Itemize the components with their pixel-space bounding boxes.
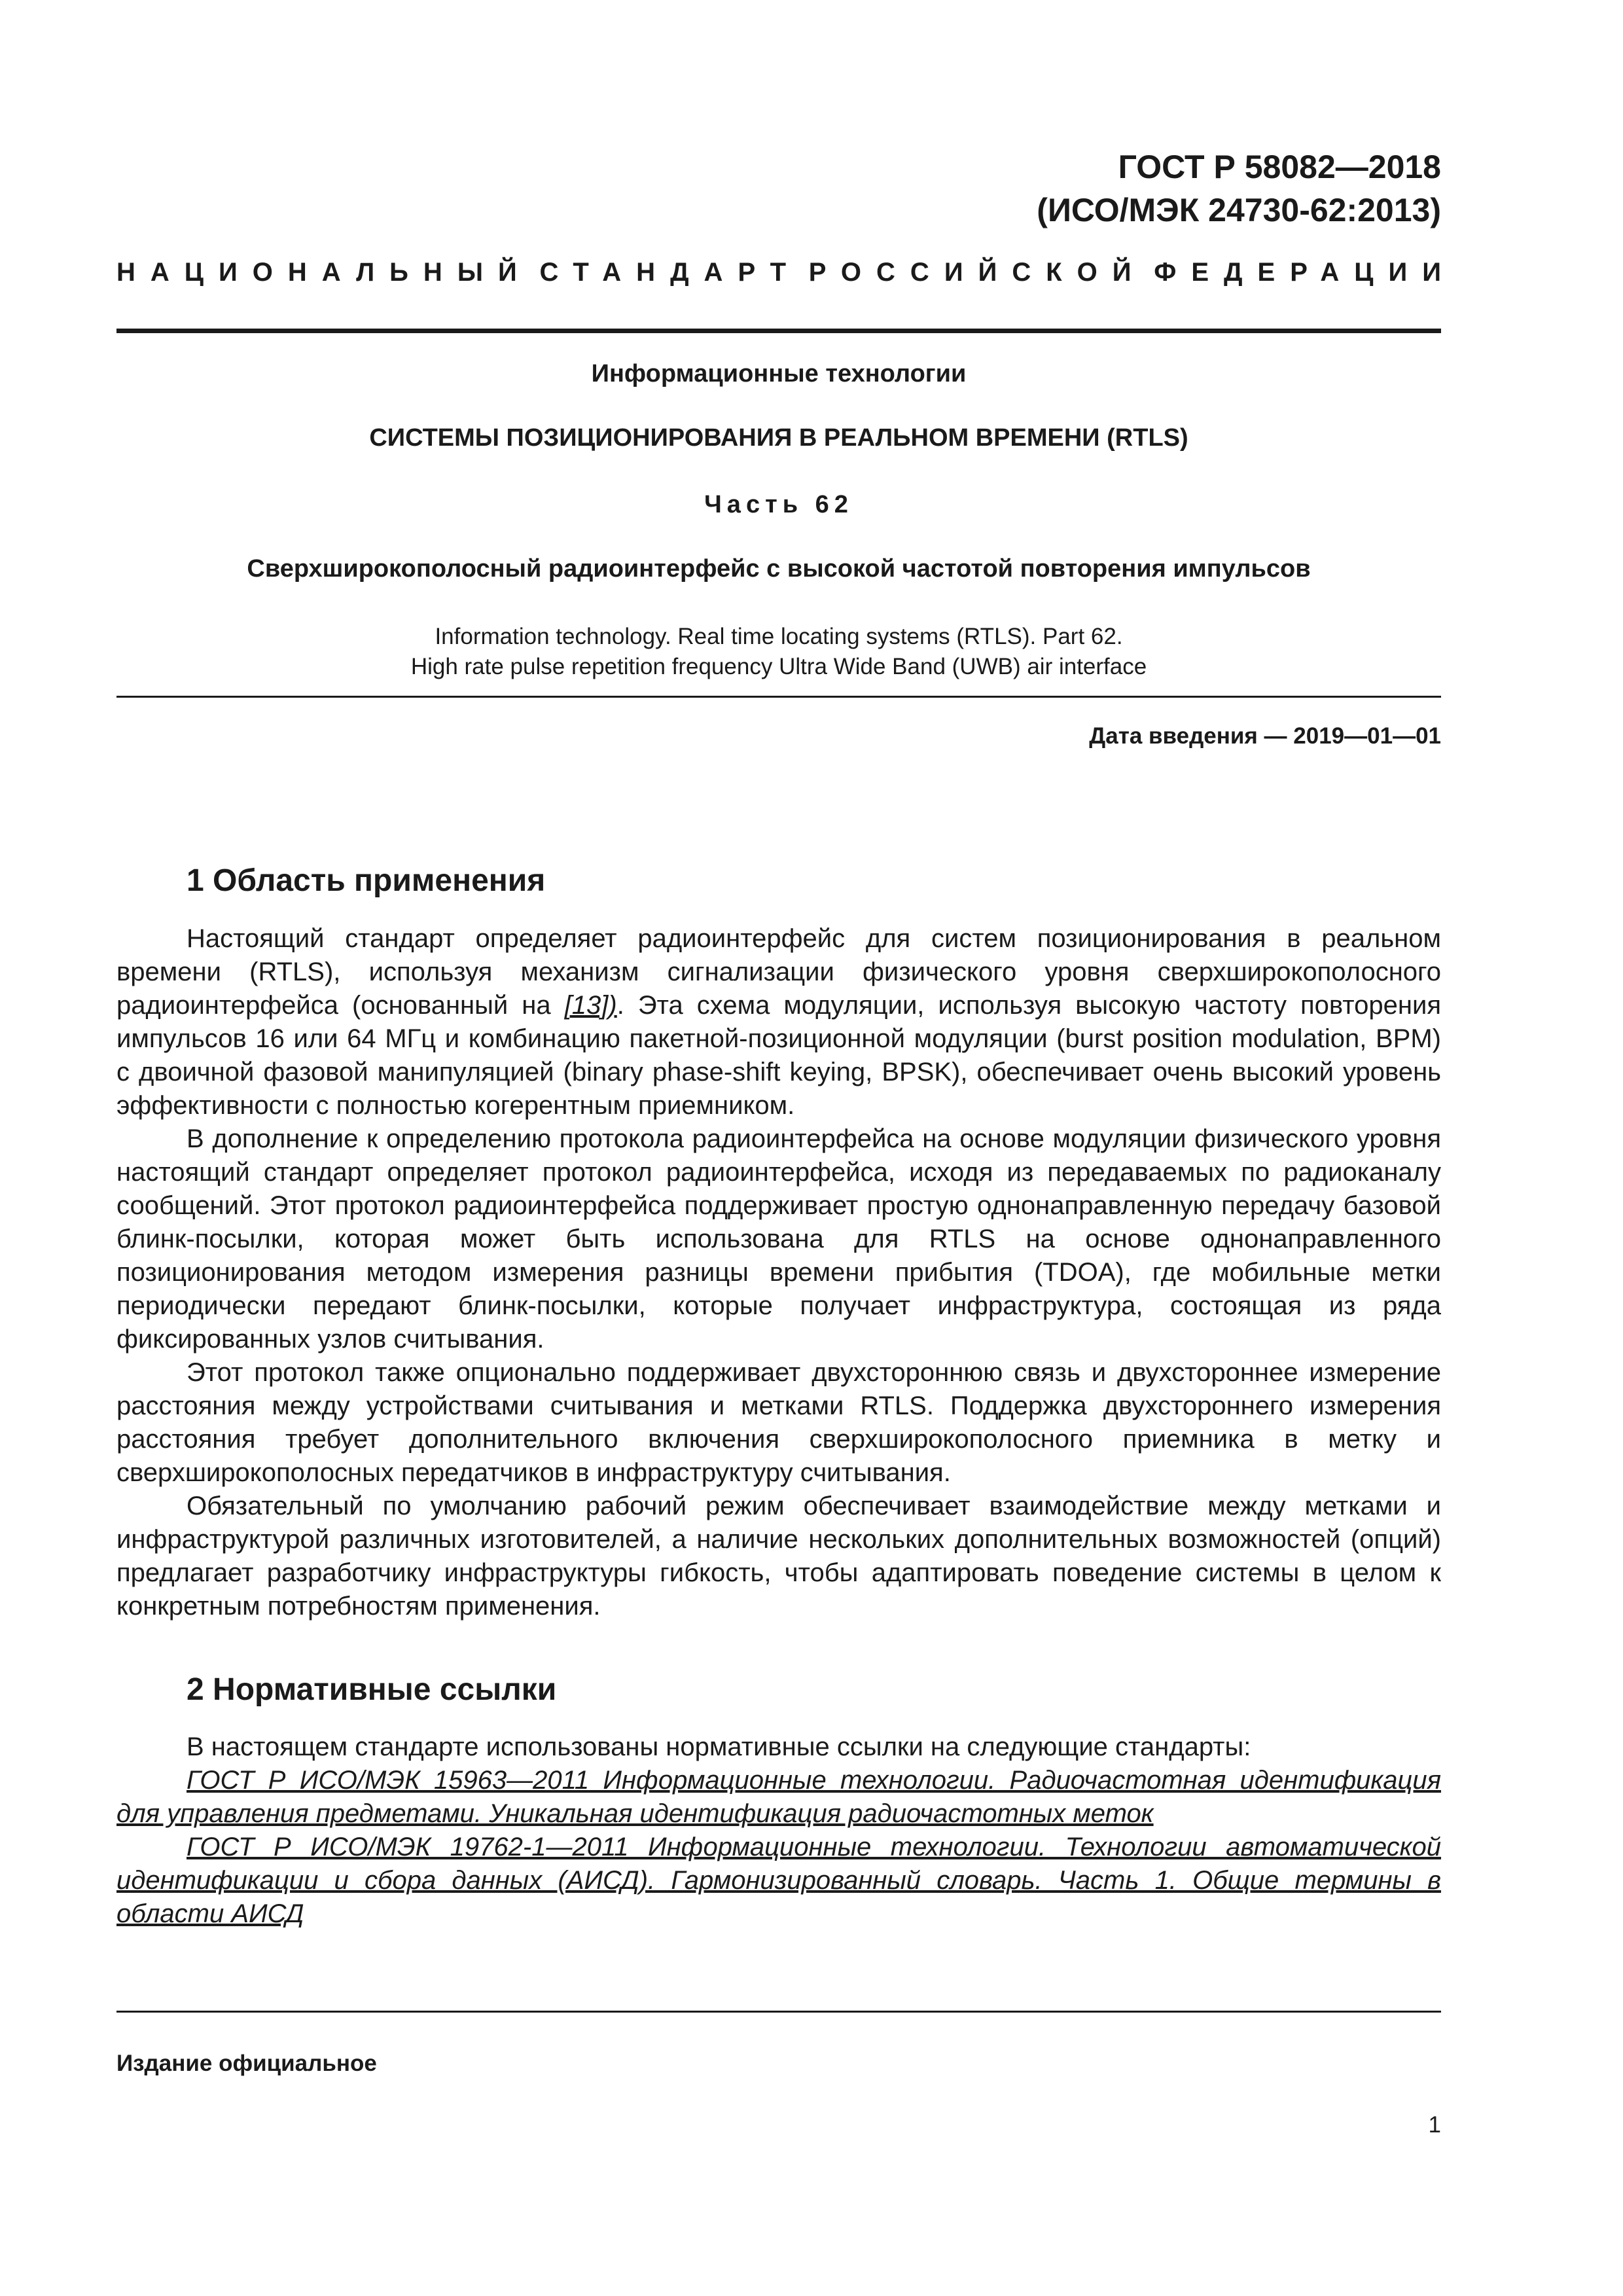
standard-number-iso: (ИСО/МЭК 24730-62:2013) xyxy=(1037,192,1441,228)
title-english-line: Information technology. Real time locating systems (RTLS). Part 62. xyxy=(435,624,1123,649)
standard-number xyxy=(1037,145,1441,232)
title-rule xyxy=(116,696,1441,698)
paragraph-text: Настоящий стандарт определяет радиоинтерфейс для систем позиционирования в реальном времени (RTLS), используя механизм сигнализации физического уровня сверхширокополосного радиоинтерфейса (основанный на xyxy=(116,924,1441,1020)
paragraph: Этот протокол также опционально поддерживает двухстороннюю связь и двухстороннее измерение расстояния между устройствами считывания и метками RTLS. Поддержка двухстороннего измерения расстояния требует дополнительного включения сверхширокополосного приемника в метку и сверхширокополосных передатчиков в инфраструктуру считывания. xyxy=(116,1358,1441,1487)
paragraph: В дополнение к определению протокола радиоинтерфейса на основе модуляции физического уровня настоящий стандарт определяет протокол радиоинтерфейса, исходя из передаваемых по радиоканалу сообщений. Этот протокол радиоинтерфейса поддерживает простую однонаправленную передачу базовой блинк-посылки, которая может быть использована для RTLS на основе однонаправленного позиционирования методом измерения разницы времени прибытия (TDOA), где мобильные метки периодически передают блинк-посылки, которые получает инфраструктура, состоящая из ряда фиксированных узлов считывания. xyxy=(116,1124,1441,1354)
title-english xyxy=(116,622,1441,682)
paragraph: В настоящем стандарте использованы нормативные ссылки на следующие стандарты: xyxy=(187,1732,1251,1761)
standard-number-gost: ГОСТ Р 58082—2018 xyxy=(1118,149,1441,185)
paragraph xyxy=(116,922,1441,1122)
page-number: 1 xyxy=(1428,2112,1441,2138)
normative-reference-link[interactable]: ГОСТ Р ИСО/МЭК 19762-1—2011 Информационные технологии. Технологии автоматической идентификации и сбора данных (АИСД). Гармонизированный словарь. Часть 1. Общие термины в области АИСД xyxy=(116,1833,1441,1928)
national-word: НАЦИОНАЛЬНЫЙ xyxy=(116,258,532,287)
footer-rule xyxy=(116,2011,1441,2013)
title-main: СИСТЕМЫ ПОЗИЦИОНИРОВАНИЯ В РЕАЛЬНОМ ВРЕМЕНИ (RTLS) xyxy=(369,424,1188,452)
header-rule xyxy=(116,329,1441,333)
section-heading: 2 Нормативные ссылки xyxy=(187,1672,557,1707)
paragraph-text: . Эта схема модуляции, используя высокую частоту повторения импульсов 16 или 64 МГц и комбинацию пакетной-позиционной модуляции (burst position modulation, BPM) с двоичной фазовой манипуляцией (binary phase-shift keying, BPSK), обеспечивает очень высокий уровень эффективности с полностью когерентным приемником. xyxy=(116,991,1441,1120)
paragraph: Обязательный по умолчанию рабочий режим обеспечивает взаимодействие между метками и инфраструктурой различных изготовителей, а наличие нескольких дополнительных возможностей (опций) предлагает разработчику инфраструктуры гибкость, чтобы адаптировать поведение системы в целом к конкретным потребностям применения. xyxy=(116,1492,1441,1621)
section-heading: 1 Область применения xyxy=(187,863,546,898)
normative-reference-link[interactable]: ГОСТ Р ИСО/МЭК 15963—2011 Информационные технологии. Радиочастотная идентификация для управления предметами. Уникальная идентификация радиочастотных меток xyxy=(116,1766,1441,1828)
official-edition-label: Издание официальное xyxy=(116,2051,377,2076)
introduction-date: Дата введения — 2019—01—01 xyxy=(1089,723,1441,749)
title-english-line: High rate pulse repetition frequency Ultra Wide Band (UWB) air interface xyxy=(410,654,1147,679)
bibliography-link[interactable]: [13]) xyxy=(564,991,617,1020)
national-standard-banner xyxy=(116,258,1456,287)
title-subtitle: Сверхширокополосный радиоинтерфейс с высокой частотой повторения импульсов xyxy=(247,555,1311,583)
national-word: РОССИЙСКОЙ xyxy=(808,258,1147,287)
title-subject: Информационные технологии xyxy=(591,360,967,387)
national-word: СТАНДАРТ xyxy=(539,258,802,287)
national-word: ФЕДЕРАЦИИ xyxy=(1154,258,1456,287)
title-part: Часть 62 xyxy=(704,491,853,518)
